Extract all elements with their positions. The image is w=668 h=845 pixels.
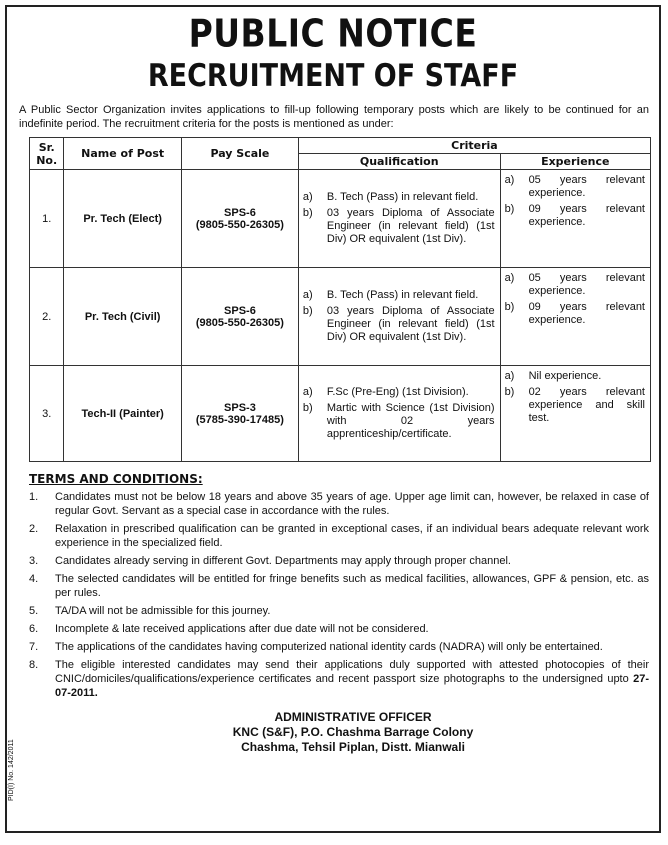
exp-label: b) xyxy=(504,386,515,398)
table-row xyxy=(30,268,651,366)
list-item xyxy=(29,554,649,568)
pay-scale: SPS-6 xyxy=(224,206,256,219)
list-item xyxy=(29,572,649,600)
signature-address-2: Chashma, Tehsil Piplan, Distt. Mianwali xyxy=(241,740,465,754)
pay-code: (9805-550-26305) xyxy=(195,218,284,231)
row-post: Pr. Tech (Civil) xyxy=(64,268,182,366)
notice-subtitle: RECRUITMENT OF STAFF xyxy=(147,58,519,95)
qual-text: 03 years Diploma of Associate Engineer (in relevant field) (1st Div) OR equivalent (1st Div). xyxy=(326,305,495,343)
side-reference: PID(I) No. 142/2011 xyxy=(8,739,15,801)
row-experience xyxy=(500,268,650,366)
header-pay: Pay Scale xyxy=(181,138,298,170)
term-number: 8. xyxy=(29,659,39,671)
posts-table xyxy=(29,137,651,462)
exp-label: a) xyxy=(504,272,515,284)
list-item xyxy=(29,490,649,518)
exp-label: a) xyxy=(504,174,515,186)
qual-text: 03 years Diploma of Associate Engineer (in relevant field) (1st Div) OR equivalent (1st Div). xyxy=(326,207,495,245)
exp-label: a) xyxy=(504,370,515,382)
term-text: The selected candidates will be entitled for fringe benefits such as medical facilities, allowances, GPF & pension, etc. as per rules. xyxy=(55,573,649,599)
list-item xyxy=(29,640,649,654)
table-row xyxy=(30,366,651,462)
qual-label: b) xyxy=(302,402,313,414)
exp-label: b) xyxy=(504,203,515,215)
pay-scale: SPS-6 xyxy=(224,304,256,317)
row-sr: 3. xyxy=(30,366,64,462)
list-item xyxy=(29,622,649,636)
table-row xyxy=(30,170,651,268)
qual-label: a) xyxy=(302,289,313,301)
term-text xyxy=(55,658,649,700)
due-date: 27-07-2011. xyxy=(55,673,649,699)
exp-text: 05 years relevant experience. xyxy=(528,272,645,297)
term-text: The applications of the candidates having computerized national identity cards (NADRA) will only be entertained. xyxy=(55,641,603,653)
qual-text: B. Tech (Pass) in relevant field. xyxy=(326,289,479,301)
qual-label: a) xyxy=(302,191,313,203)
qual-text: Martic with Science (1st Division) with 02 years apprenticeship/certificate. xyxy=(326,402,495,440)
exp-text: 09 years relevant experience. xyxy=(528,301,645,326)
term-number: 5. xyxy=(29,605,39,617)
term-text: Relaxation in prescribed qualification can be granted in exceptional cases, if an individual bears adequate relevant work experience in the specialized field. xyxy=(55,523,649,549)
row-qualification xyxy=(298,366,500,462)
pay-code: (5785-390-17485) xyxy=(195,413,284,426)
row-post: Pr. Tech (Elect) xyxy=(64,170,182,268)
exp-text: 09 years relevant experience. xyxy=(528,203,645,228)
signature-title: ADMINISTRATIVE OFFICER xyxy=(274,710,432,724)
row-pay xyxy=(181,170,298,268)
list-item xyxy=(29,522,649,550)
notice-page xyxy=(5,5,661,833)
header-sr: Sr. No. xyxy=(30,138,64,170)
term-number: 1. xyxy=(29,491,39,503)
qual-label: b) xyxy=(302,305,313,317)
qual-label: b) xyxy=(302,207,313,219)
exp-text: Nil experience. xyxy=(528,370,602,382)
header-qualification: Qualification xyxy=(298,154,500,170)
row-sr: 2. xyxy=(30,268,64,366)
term-number: 6. xyxy=(29,623,39,635)
row-pay xyxy=(181,366,298,462)
term-number: 4. xyxy=(29,573,39,585)
term-text: Candidates must not be below 18 years and above 35 years of age. Upper age limit can, however, be relaxed in case of regular Govt. Servant as a special case in accordance with the rules. xyxy=(55,491,649,517)
term-number: 7. xyxy=(29,641,39,653)
qual-text: B. Tech (Pass) in relevant field. xyxy=(326,191,479,203)
row-experience xyxy=(500,366,650,462)
list-item xyxy=(29,604,649,618)
terms-heading: TERMS AND CONDITIONS: xyxy=(29,472,203,486)
exp-text: 05 years relevant experience. xyxy=(528,174,645,199)
row-pay xyxy=(181,268,298,366)
pay-scale: SPS-3 xyxy=(224,401,256,414)
row-post: Tech-II (Painter) xyxy=(64,366,182,462)
header-experience: Experience xyxy=(500,154,650,170)
row-sr: 1. xyxy=(30,170,64,268)
exp-label: b) xyxy=(504,301,515,313)
notice-title: PUBLIC NOTICE xyxy=(188,11,478,56)
list-item xyxy=(29,658,649,700)
qual-label: a) xyxy=(302,386,313,398)
row-qualification xyxy=(298,170,500,268)
intro-paragraph: A Public Sector Organization invites applications to fill-up following temporary posts which are likely to be continued for an indefinite period. The recruitment criteria for the posts is mentioned as under: xyxy=(19,104,649,130)
row-qualification xyxy=(298,268,500,366)
term-text: Incomplete & late received applications after due date will not be considered. xyxy=(55,623,429,635)
term-text: Candidates already serving in different Govt. Departments may apply through proper channel. xyxy=(55,555,511,567)
signature-block xyxy=(47,710,659,755)
row-experience xyxy=(500,170,650,268)
signature-address-1: KNC (S&F), P.O. Chashma Barrage Colony xyxy=(232,725,474,739)
qual-text: F.Sc (Pre-Eng) (1st Division). xyxy=(326,386,469,398)
header-post: Name of Post xyxy=(64,138,182,170)
header-criteria: Criteria xyxy=(298,138,650,154)
exp-text: 02 years relevant experience and skill test. xyxy=(528,386,645,424)
pay-code: (9805-550-26305) xyxy=(195,316,284,329)
term-number: 3. xyxy=(29,555,39,567)
term-text: TA/DA will not be admissible for this journey. xyxy=(55,605,271,617)
term-text-body: The eligible interested candidates may send their applications duly supported with attested photocopies of their CNIC/domiciles/qualifications/experience certificates and recent passport size photographs to the undersigned upto xyxy=(55,659,649,685)
term-number: 2. xyxy=(29,523,39,535)
